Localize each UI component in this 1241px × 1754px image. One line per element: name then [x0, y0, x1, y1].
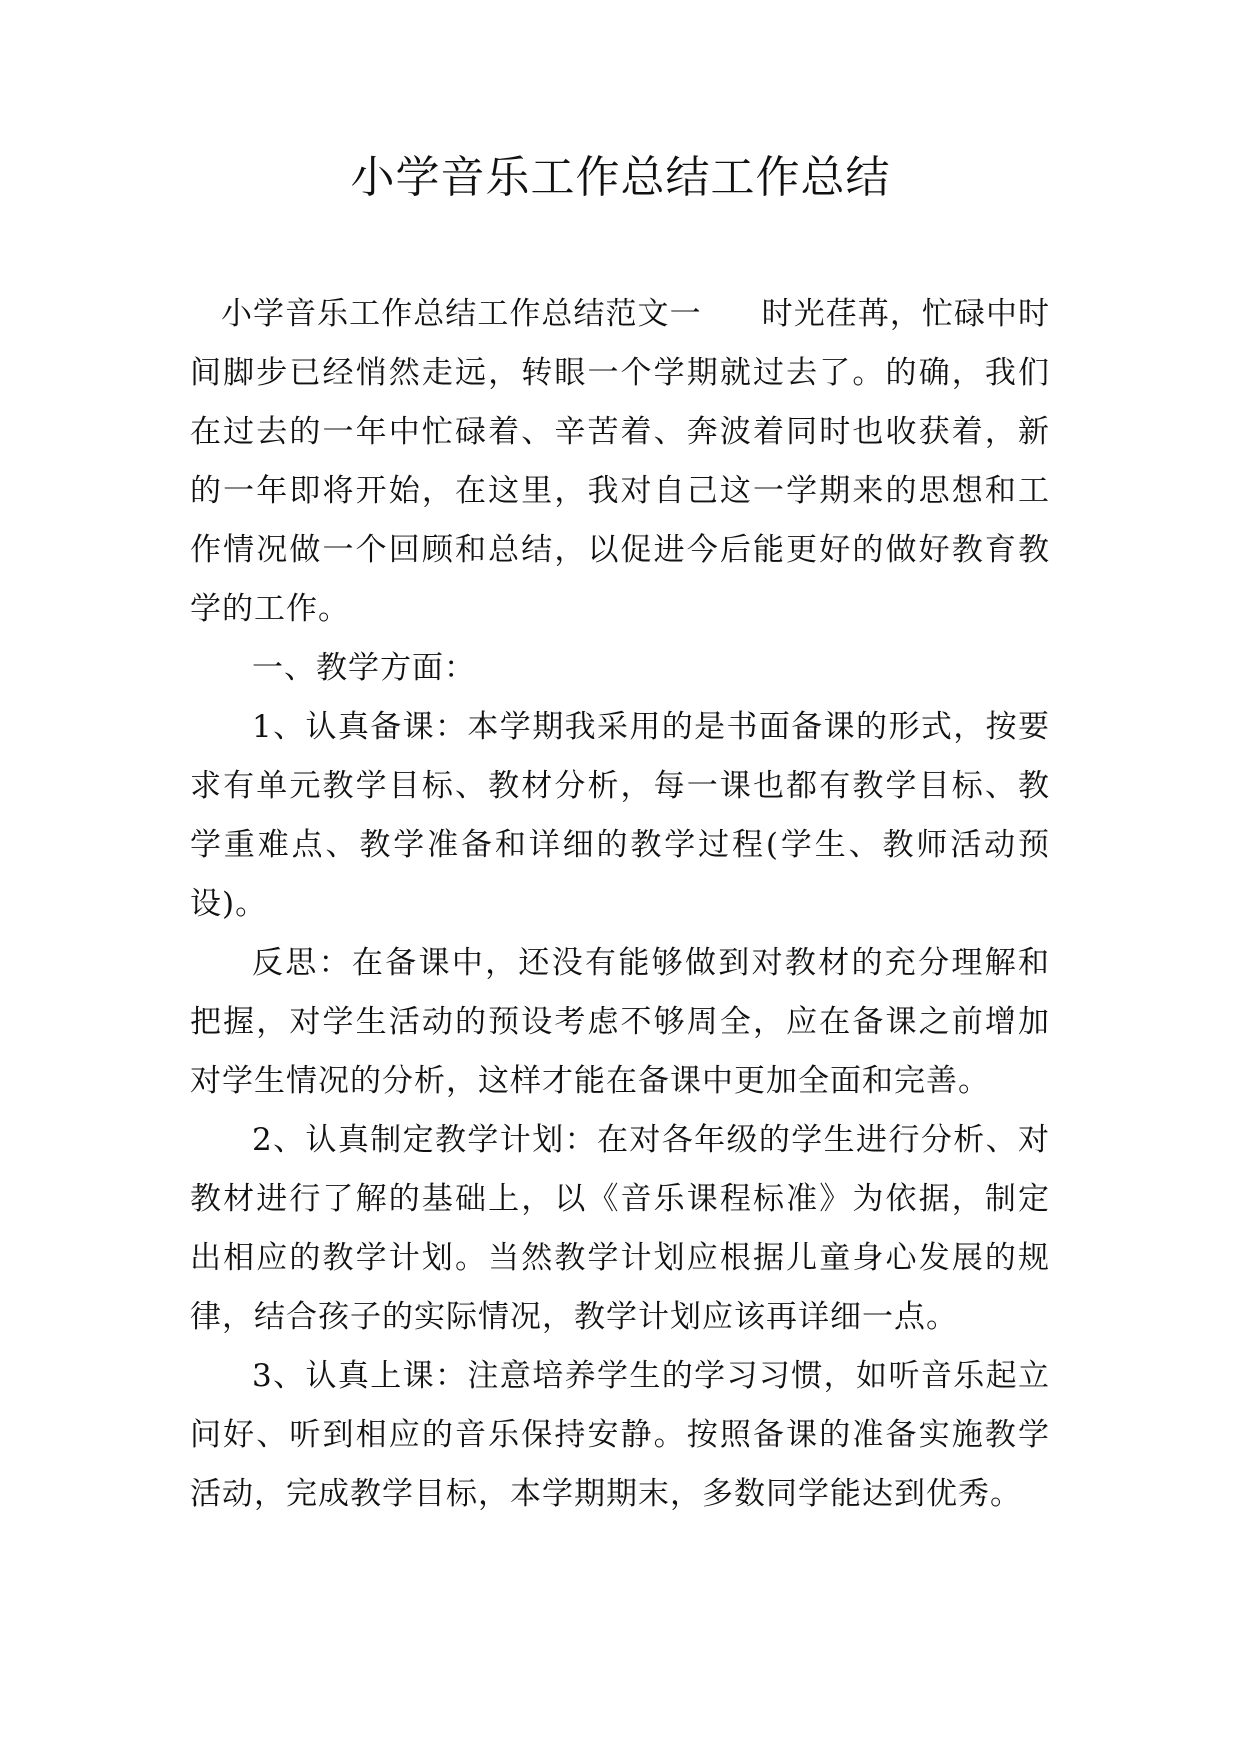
document-body — [190, 285, 1050, 1524]
document-title: 小学音乐工作总结工作总结 — [350, 152, 891, 203]
intro-text: 时光荏苒，忙碌中时间脚步已经悄然走远，转眼一个学期就过去了。的确，我们在过去的一年中忙碌着、辛苦着、奔波着同时也收获着，新的一年即将开始，在这里，我对自己这一学期来的思想和工作情况做一个回顾和总结，以促进今后能更好的做好教育教学的工作。 — [190, 296, 1050, 627]
paragraph-teaching-plan: 2、认真制定教学计划：在对各年级的学生进行分析、对教材进行了解的基础上，以《音乐课程标准》为依据，制定出相应的教学计划。当然教学计划应根据儿童身心发展的规律，结合孩子的实际情况，教学计划应该再详细一点。 — [190, 1122, 1050, 1335]
paragraph-reflection: 反思：在备课中，还没有能够做到对教材的充分理解和把握，对学生活动的预设考虑不够周全，应在备课之前增加对学生情况的分析，这样才能在备课中更加全面和完善。 — [190, 945, 1050, 1099]
section-heading-teaching: 一、教学方面： — [252, 650, 476, 686]
paragraph-classes: 3、认真上课：注意培养学生的学习习惯，如听音乐起立问好、听到相应的音乐保持安静。按照备课的准备实施教学活动，完成教学目标，本学期期末，多数同学能达到优秀。 — [190, 1358, 1050, 1512]
intro-paragraph — [190, 285, 1050, 639]
intro-heading: 小学音乐工作总结工作总结范文一 — [221, 296, 702, 332]
paragraph-lesson-prep: 1、认真备课：本学期我采用的是书面备课的形式，按要求有单元教学目标、教材分析，每一课也都有教学目标、教学重难点、教学准备和详细的教学过程(学生、教师活动预设)。 — [190, 709, 1050, 922]
